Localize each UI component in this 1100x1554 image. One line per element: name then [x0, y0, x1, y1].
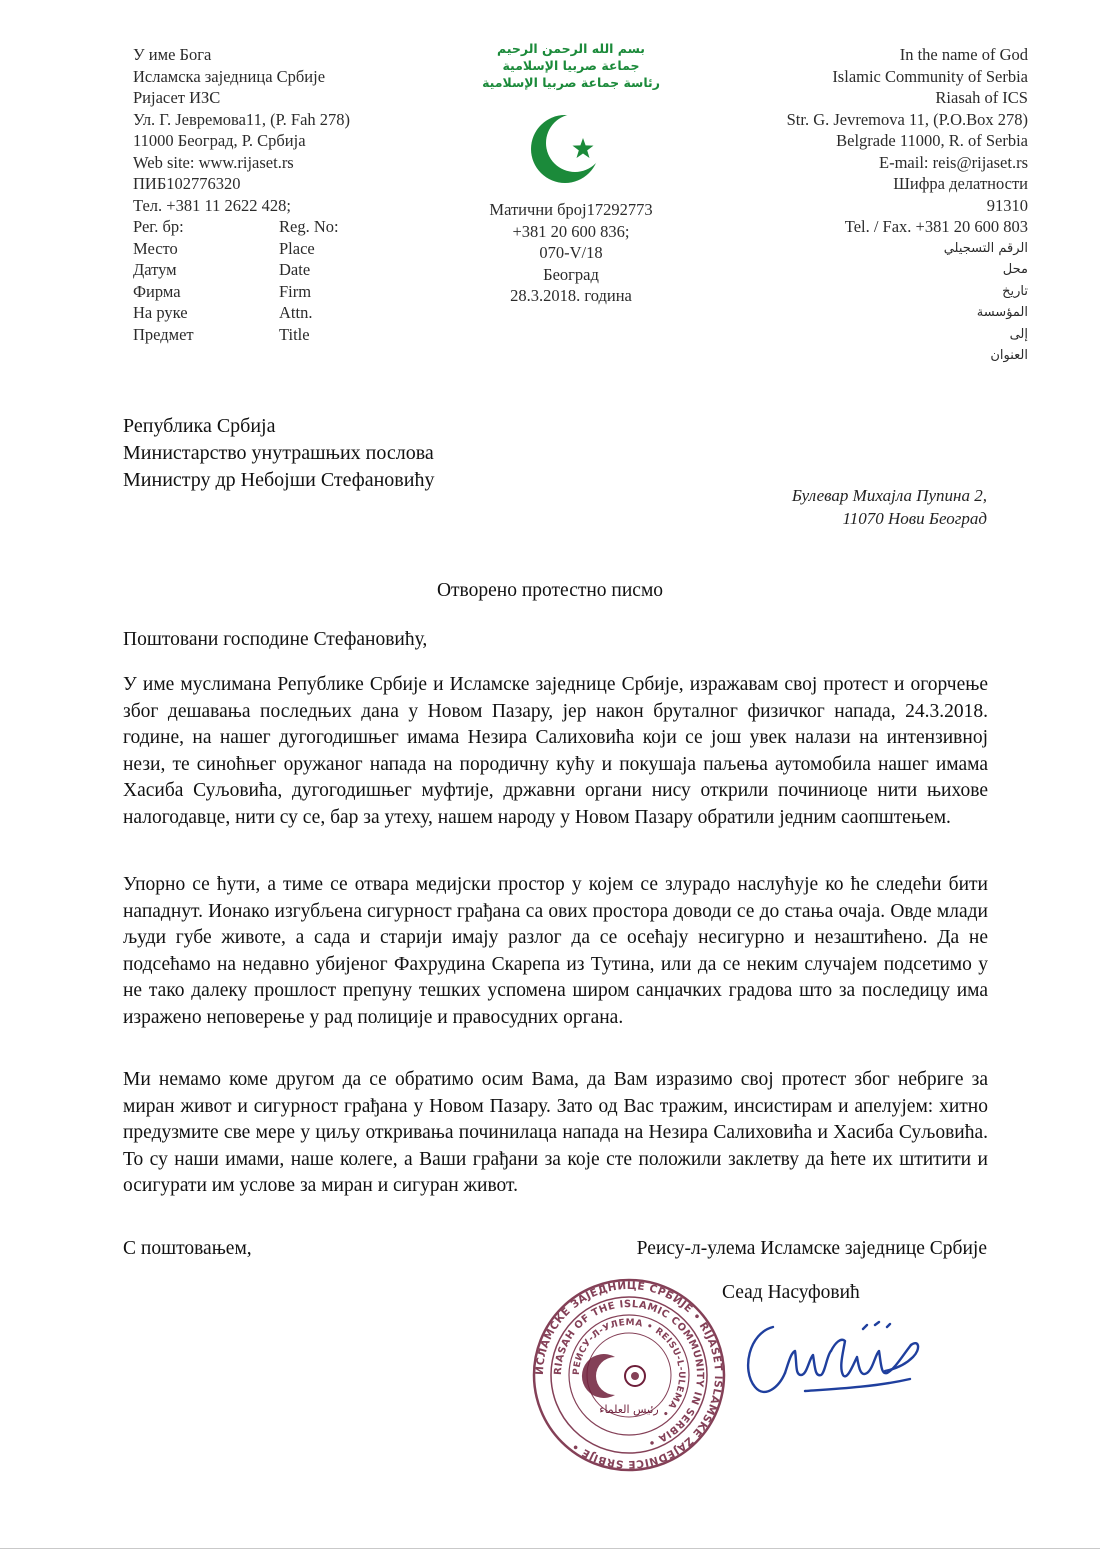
field-row — [133, 281, 433, 303]
recipient-line: Министарство унутрашњих послова — [123, 442, 434, 464]
body-paragraph: Ми немамо коме другом да се обратимо осим Вама, да Вам изразимо свој протест због небриге за миран живот и сигурност грађана у Новом Пазару. Зато од Вас тражим, инсистирам и апелујем: хитно предузмите све мере у циљу откривања починилаца напада на Незира Салиховића и Хасиба Суљовића. То су наши имами, наше колеге, а Ваши грађани за које сте положили заклетву да ћете их штитити и осигурати им услове за миран и сигуран живот. — [123, 1069, 988, 1196]
letterhead-left-line: Ријасет ИЗС — [133, 88, 221, 107]
field-label-en: Firm — [279, 281, 312, 301]
letterhead-right — [698, 44, 1028, 367]
field-label-sr: Место — [133, 238, 178, 258]
arabic-field-label: تاريخ — [1002, 283, 1028, 299]
field-row — [133, 259, 433, 281]
closing: С поштовањем, — [123, 1238, 252, 1259]
letterhead-left-line: Тел. +381 11 2622 428; — [133, 195, 291, 215]
field-label-en: Date — [279, 260, 311, 279]
salutation: Поштовани господине Стефановићу, — [123, 629, 428, 650]
seal-emblem — [582, 1354, 645, 1398]
field-label-en: Attn. — [279, 303, 313, 322]
date: 28.3.2018. година — [510, 286, 632, 305]
letterhead-right-line: Str. G. Jevremova 11, (P.O.Box 278) — [786, 109, 1028, 129]
body-paragraph: У име муслимана Републике Србије и Исламске заједнице Србије, изражавам свој протест и огорчење због дешавања последњих дана у Новом Пазару, јер након бруталног физичког напада, 24.3.2018. године, на нашег дугогодишњег имама Незира Салиховића који се још увек налази на интензивној нези, те синоћњег оружаног напада на породичну кућу и покушаја паљења аутомобила нашег имама Хасиба Суљовића, дугогодишњег муфтије, државни органи нису открили починиоце нити њихове налогодавце, нити су се, бар за утеху, нашем народу у Новом Пазару обратили једним саопштењем. — [123, 674, 988, 828]
seal-middle-text: RIASAH OF THE ISLAMIC COMMUNITY IN SERBIA • — [552, 1298, 706, 1449]
letterhead-left-line: У име Бога — [133, 45, 212, 64]
arabic-field-label: العنوان — [990, 348, 1028, 363]
field-label-en: Title — [279, 324, 310, 344]
phone-number: +381 20 600 836; — [512, 221, 630, 241]
place: Београд — [543, 264, 599, 284]
address-line: 11070 Нови Београд — [842, 509, 987, 528]
official-seal — [531, 1277, 727, 1473]
letter-subject: Отворено протестно писмо — [436, 580, 664, 601]
letterhead-left-line: Исламска заједница Србије — [133, 66, 326, 86]
recipient-line: Министру др Небојши Стефановићу — [123, 469, 435, 491]
letterhead-left-line: ПИБ102776320 — [133, 174, 241, 193]
field-label-en: Place — [279, 238, 315, 258]
letterhead-right-line: E-mail: reis@rijaset.rs — [879, 152, 1028, 172]
letterhead-right-line: Belgrade 11000, R. of Serbia — [836, 131, 1028, 150]
arabic-org-name: جماعة صربيا الإسلامية — [502, 58, 640, 73]
field-label-sr: Рег. бр: — [133, 217, 184, 236]
registry-number: Матични број17292773 — [489, 200, 653, 219]
letterhead-right-line: Islamic Community of Serbia — [832, 66, 1028, 86]
field-row — [133, 216, 433, 238]
letterhead-right-line: Шифра делатности — [893, 174, 1028, 193]
handwritten-signature — [735, 1315, 925, 1405]
field-row — [133, 324, 433, 346]
crescent-star-icon — [529, 109, 613, 189]
address-line: Булевар Михајла Пупина 2, — [791, 486, 987, 505]
letterhead-center — [440, 40, 702, 307]
recipient-address — [792, 484, 987, 530]
letterhead-right-line: Riasah of ICS — [935, 88, 1028, 107]
signer-name: Сеад Насуфовић — [722, 1282, 860, 1303]
field-row — [133, 302, 433, 324]
arabic-basmala: بسم الله الرحمن الرحيم — [497, 41, 645, 56]
letterhead-right-line: Tel. / Fax. +381 20 600 803 — [844, 217, 1028, 236]
field-label-sr: Предмет — [133, 324, 194, 344]
letterhead-right-line: 91310 — [986, 195, 1028, 215]
body-paragraph: Упорно се ћути, а тиме се отвара медијски простор у којем се злурадо наслућује ко ће следећи бити нападнут. Ионако изгубљена сигурност грађана са ових простора доводи се до стања очаја. Овде млади људи губе животе, а сада и старији имају разлог да се осећају несигурно и незаштићено. Да не подсећамо на недавно убијеног Фахрудина Скарепа из Тутина, или да се неким случајем подсетимо у не тако далеку прошлост препуну тешких успомена широм санџачких градова што за последицу има изражено неповерење у рад полиције и правосудних органа. — [123, 874, 988, 1028]
letterhead-left — [133, 44, 433, 345]
seal-arabic-text: رئيس العلماء — [599, 1403, 659, 1416]
seal-inner-text: РЕИСУ-Л-УЛЕМА • REISU-L-ULEMA • — [571, 1317, 687, 1419]
page-bottom-edge — [0, 1548, 1100, 1549]
arabic-field-label: محل — [1002, 262, 1028, 277]
arabic-riasah-name: رئاسة جماعة صربيا الإسلامية — [482, 75, 660, 90]
field-label-sr: На руке — [133, 303, 188, 322]
arabic-field-label: إلى — [1009, 326, 1028, 342]
seal-outer-text: ИСЛАМСКЕ ЗАЈЕДНИЦЕ СРБИЈЕ • RIJASET ISLAMSKE ZAJEDNICE SRBIJE • — [533, 1279, 725, 1471]
field-label-en: Reg. No: — [279, 217, 339, 236]
field-label-sr: Фирма — [133, 281, 181, 301]
letterhead-left-line: 11000 Београд, Р. Србија — [133, 131, 306, 150]
arabic-field-label: المؤسسة — [976, 305, 1028, 320]
field-label-sr: Датум — [133, 260, 177, 279]
letterhead-left-line: Web site: www.rijaset.rs — [133, 152, 294, 172]
recipient-line: Република Србија — [123, 415, 276, 437]
recipient-block — [123, 413, 434, 494]
field-row — [133, 238, 433, 260]
reference-number: 070-V/18 — [539, 243, 603, 262]
arabic-field-label: الرقم التسجيلي — [943, 240, 1028, 256]
letterhead-right-line: In the name of God — [899, 45, 1028, 64]
signer-title: Реису-л-улема Исламске заједнице Србије — [636, 1238, 987, 1259]
letterhead-left-line: Ул. Г. Јевремова11, (Р. Fah 278) — [133, 109, 351, 129]
